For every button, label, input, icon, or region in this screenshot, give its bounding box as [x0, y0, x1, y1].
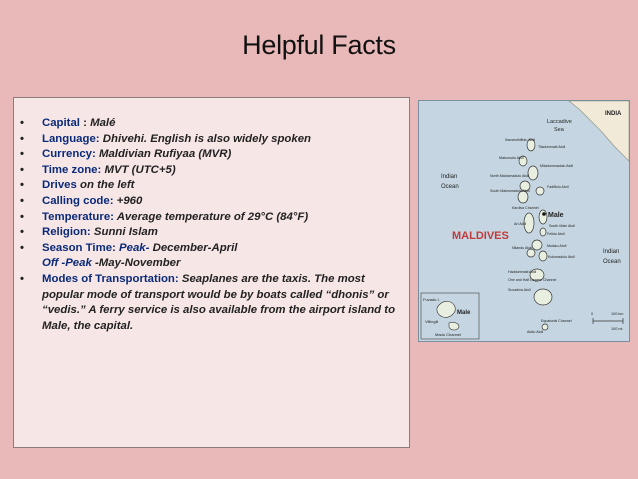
currency-value: Maldivian Rufiyaa (MVR): [95, 148, 232, 161]
atoll-label: Kolumadulu Atoll: [548, 255, 575, 259]
bullet: •: [20, 272, 24, 285]
timezone-label: Time zone:: [42, 163, 102, 176]
religion-label: Religion:: [42, 226, 91, 239]
laccadive-label-2: Sea: [554, 127, 564, 133]
atoll-label: Suvadiva Atoll: [508, 288, 531, 292]
male-dot: [542, 212, 546, 216]
fact-season: [14, 241, 401, 257]
facts-box: [13, 97, 410, 448]
atoll-label: Nilandu Atoll: [512, 246, 532, 250]
atoll-label: North Malosmadulu Atoll: [490, 174, 529, 178]
peak-label: Peak-: [115, 241, 150, 254]
scale-bar: [591, 312, 623, 331]
indian-ocean-left-1: Indian: [441, 174, 458, 180]
capital-value: Malé: [90, 117, 116, 129]
fact-capital: [14, 116, 401, 132]
india-label: INDIA: [605, 111, 622, 117]
fact-religion: [14, 225, 401, 241]
bullet: •: [20, 194, 24, 207]
drives-label: Drives: [42, 179, 77, 192]
inset-fuvadu: Fuvadu I.: [423, 297, 440, 302]
atoll-label: Tiladummati Atoll: [538, 145, 566, 149]
inset-madu: Madu Channel: [435, 332, 462, 337]
drives-value: on the left: [76, 179, 135, 192]
fact-drives: [14, 178, 401, 194]
scale-mi: 100 mi: [611, 327, 623, 331]
scale-zero: 0: [591, 312, 594, 316]
atoll-label: Mulaku Atoll: [547, 244, 567, 248]
atoll-label: Makunudu Atoll: [499, 156, 524, 160]
atoll-label: Miladummadulu Atoll: [540, 164, 574, 168]
slide-title: Helpful Facts: [242, 30, 396, 60]
currency-label: Currency:: [42, 148, 96, 161]
atoll-label: Addu Atoll: [527, 330, 544, 334]
atoll-label: Equatorial Channel: [541, 319, 572, 323]
indian-ocean-right-2: Ocean: [603, 259, 621, 265]
inset-male: Male: [457, 310, 471, 316]
map-svg: [419, 101, 629, 341]
bullet: •: [20, 241, 24, 254]
temperature-value: Average temperature of 29°C (84°F): [113, 210, 309, 223]
bullet: •: [20, 210, 24, 223]
fact-transport: [14, 272, 401, 334]
indian-ocean-right-1: Indian: [603, 249, 620, 255]
atoll-label: Kardiva Channel: [512, 206, 539, 210]
timezone-value: MVT (UTC+5): [101, 163, 176, 176]
fact-currency: [14, 147, 401, 163]
bullet: •: [20, 117, 24, 129]
transport-label: Modes of Transportation:: [42, 272, 179, 285]
peak-value: December-April: [149, 241, 238, 254]
laccadive-label-1: Laccadive: [547, 119, 572, 125]
india-landmass: [569, 101, 629, 161]
language-value: Dhivehi. English is also widely spoken: [99, 132, 312, 145]
offpeak-label: Off -Peak: [42, 257, 92, 270]
atoll-label: Felidu Atoll: [547, 232, 565, 236]
fact-timezone: [14, 163, 401, 179]
scale-km: 100 km: [611, 312, 624, 316]
atoll-label: Ari Atoll: [514, 222, 527, 226]
male-label: Male: [548, 212, 564, 219]
inset-villingili: Villingili: [425, 319, 439, 324]
atoll-label: South Male Atoll: [549, 224, 575, 228]
fact-calling-code: [14, 194, 401, 210]
bullet: •: [20, 226, 24, 239]
transport-value: Seaplanes are the taxis. The most popular mode of transport would be by boats called “dhonis” or “vedis.” A ferry service is also available from the airport island to Male, the capital.: [42, 272, 396, 332]
maldives-map: [418, 100, 630, 342]
bullet: •: [20, 179, 24, 192]
indian-ocean-left-2: Ocean: [441, 184, 459, 190]
atoll-label: One and Half Degree Channel: [508, 278, 557, 282]
fact-language: [14, 132, 401, 148]
calling-value: +960: [113, 194, 143, 207]
male-inset-map: [421, 293, 479, 339]
fact-temperature: [14, 210, 401, 226]
temperature-label: Temperature:: [42, 210, 114, 223]
facts-list: [14, 98, 409, 334]
bullet: •: [20, 148, 24, 161]
atoll-label: South Malosmadulu Atoll: [490, 189, 530, 193]
offpeak-value: -May-November: [91, 257, 181, 270]
capital-label: Capital: [42, 117, 80, 129]
maldives-label: MALDIVES: [452, 230, 509, 242]
capital-sep: :: [79, 117, 91, 129]
fact-offpeak: [14, 256, 401, 272]
bullet: •: [20, 163, 24, 176]
language-label: Language:: [42, 132, 100, 145]
calling-label: Calling code:: [42, 194, 114, 207]
season-label: Season Time:: [42, 241, 116, 254]
atoll-label: Ihavandhiffulu Atoll: [505, 138, 536, 142]
atoll-label: Fadiffolu Atoll: [547, 185, 569, 189]
atoll-label: Haddummati Atoll: [508, 270, 537, 274]
bullet: •: [20, 132, 24, 145]
religion-value: Sunni Islam: [90, 226, 158, 239]
